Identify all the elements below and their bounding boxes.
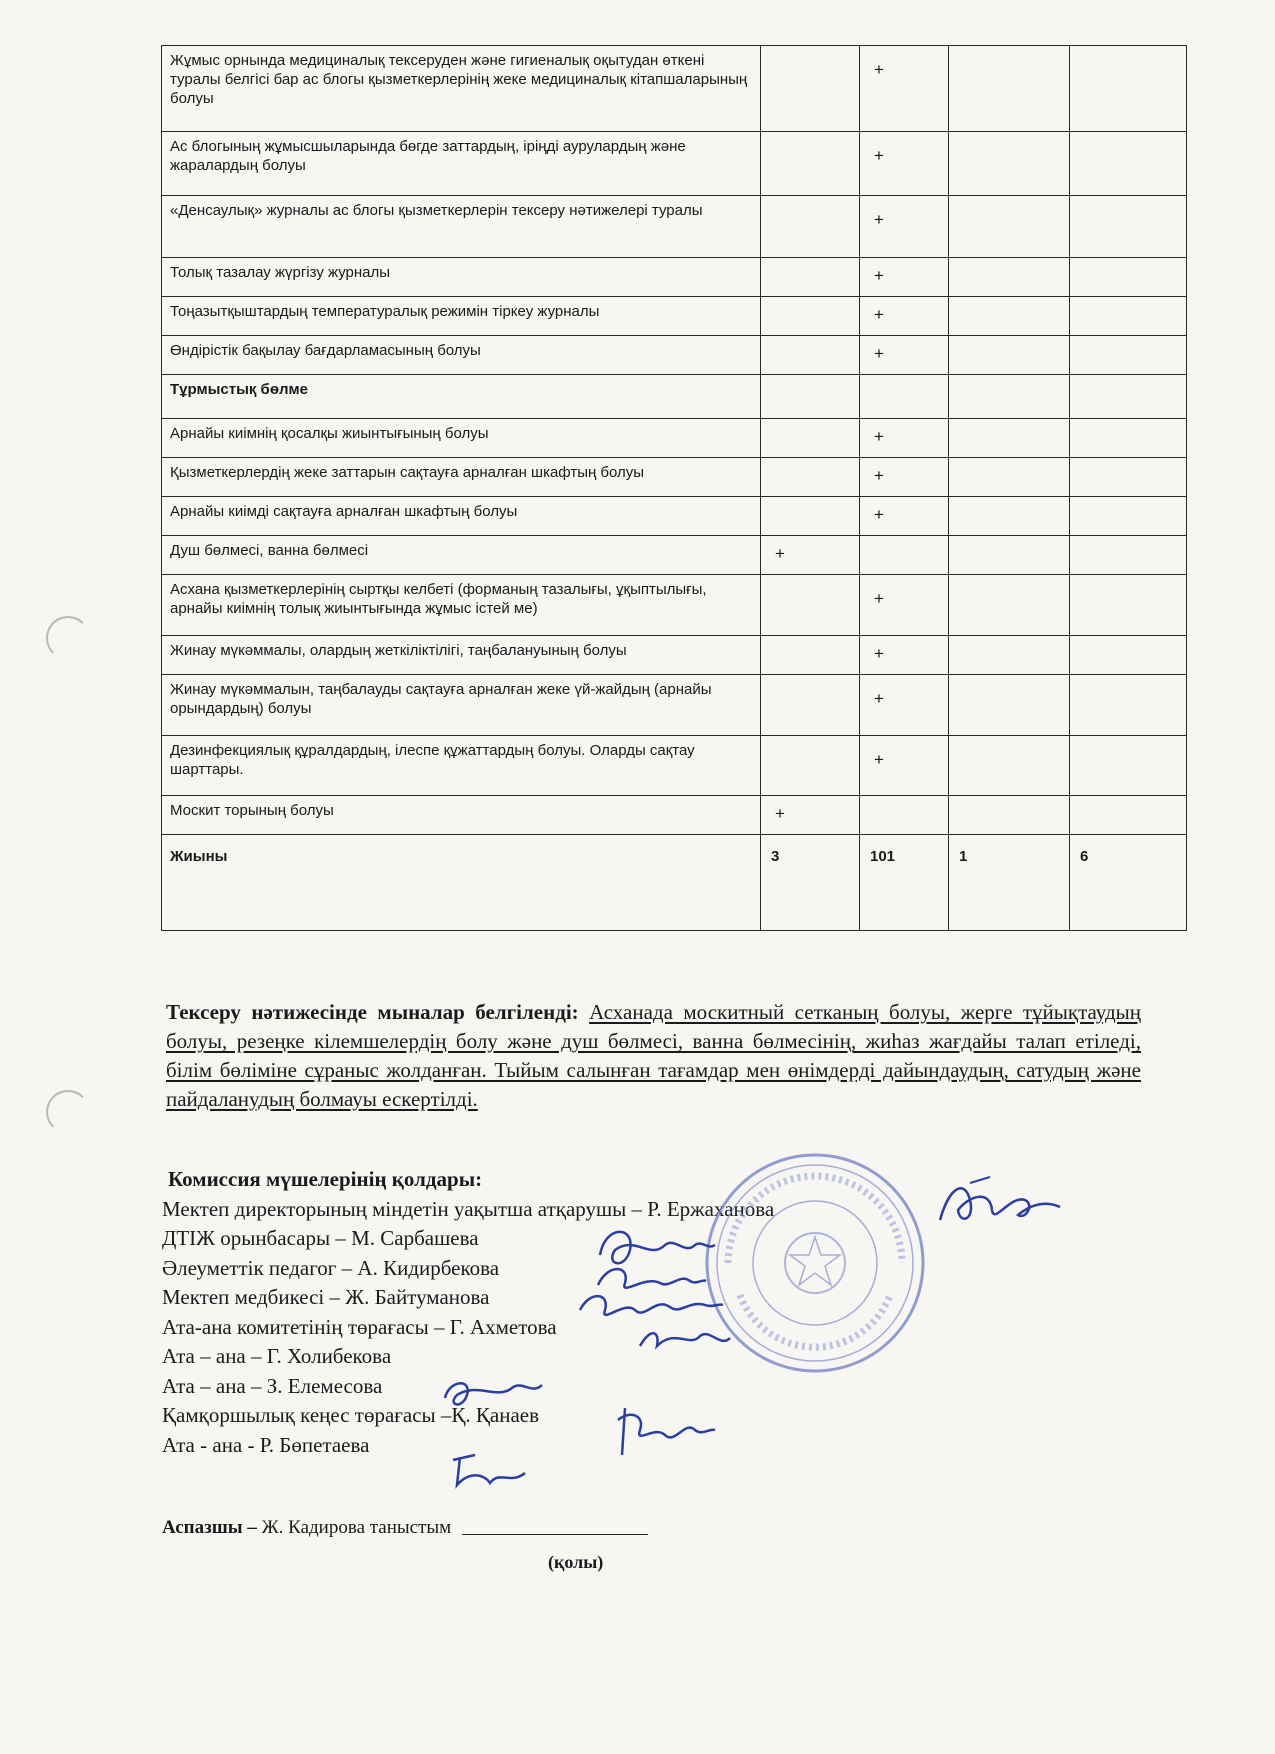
criterion-label: Ас блогының жұмысшыларында бөгде заттардың, іріңді аурулардың және жаралардың болуы xyxy=(162,132,761,196)
cook-name: Ж. Кадирова xyxy=(261,1517,366,1538)
commission-heading: Комиссия мүшелерінің қолдары: xyxy=(168,1167,483,1191)
checklist-table xyxy=(161,45,1187,931)
signature-icon xyxy=(437,1370,547,1415)
mark-cell: + xyxy=(860,497,949,536)
mark-cell xyxy=(860,375,949,419)
punch-hole xyxy=(46,616,90,660)
signature-line xyxy=(462,1534,648,1535)
mark-cell xyxy=(1070,575,1187,636)
mark-cell xyxy=(1070,736,1187,796)
commission-member: Ата-ана комитетінің төрағасы – Г. Ахметова xyxy=(162,1314,557,1339)
table-row xyxy=(162,419,1187,458)
mark-cell: + xyxy=(860,196,949,258)
total-row xyxy=(162,835,1187,931)
mark-cell xyxy=(761,297,860,336)
cook-ack: таныстым xyxy=(369,1517,452,1538)
table-row xyxy=(162,458,1187,497)
mark-cell: + xyxy=(860,258,949,297)
mark-cell xyxy=(761,375,860,419)
mark-cell xyxy=(761,736,860,796)
mark-cell xyxy=(1070,258,1187,297)
mark-cell xyxy=(761,258,860,297)
criterion-label: Өндірістік бақылау бағдарламасының болуы xyxy=(162,336,761,375)
mark-cell: + xyxy=(860,458,949,497)
commission-member: Әлеуметтік педагог – А. Кидирбекова xyxy=(162,1255,500,1280)
mark-cell xyxy=(949,536,1070,575)
mark-cell: + xyxy=(860,419,949,458)
criterion-label: Тоңазытқыштардың температуралық режимін тіркеу журналы xyxy=(162,297,761,336)
mark-cell xyxy=(949,258,1070,297)
mark-cell xyxy=(949,336,1070,375)
mark-cell xyxy=(1070,636,1187,675)
mark-cell xyxy=(761,675,860,736)
mark-cell xyxy=(949,132,1070,196)
mark-cell: + xyxy=(860,46,949,132)
signature-icon xyxy=(445,1445,535,1495)
mark-cell xyxy=(1070,375,1187,419)
criterion-label: Жинау мүкәммалы, олардың жеткіліктілігі, таңбалануының болуы xyxy=(162,636,761,675)
mark-cell xyxy=(1070,675,1187,736)
mark-cell xyxy=(1070,497,1187,536)
table-row xyxy=(162,196,1187,258)
criterion-label: Душ бөлмесі, ванна бөлмесі xyxy=(162,536,761,575)
commission-member: Мектеп медбикесі – Ж. Байтуманова xyxy=(162,1285,490,1309)
mark-cell: + xyxy=(860,675,949,736)
signature-icon xyxy=(635,1318,735,1363)
mark-cell xyxy=(1070,46,1187,132)
punch-hole xyxy=(46,1090,90,1134)
result-lead: Тексеру нәтижесінде мыналар белгіленді: xyxy=(166,1000,579,1024)
mark-cell xyxy=(1070,336,1187,375)
mark-cell xyxy=(949,196,1070,258)
mark-cell xyxy=(949,796,1070,835)
mark-cell xyxy=(860,536,949,575)
mark-cell xyxy=(1070,132,1187,196)
signature-icon xyxy=(930,1165,1070,1245)
mark-cell xyxy=(1070,419,1187,458)
criterion-label: Тұрмыстық бөлме xyxy=(162,375,761,419)
mark-cell xyxy=(761,636,860,675)
criterion-label: Жинау мүкәммалын, таңбалауды сақтауға арналған жеке үй-жайдың (арнайы орындардың) болуы xyxy=(162,675,761,736)
table-row xyxy=(162,536,1187,575)
table-row xyxy=(162,675,1187,736)
cook-role: Аспазшы – xyxy=(162,1517,257,1538)
mark-cell xyxy=(761,196,860,258)
criterion-label: Арнайы киімді сақтауға арналған шкафтың болуы xyxy=(162,497,761,536)
result-body: Асханада москитный сетканың болуы, жерге тұйықтаудың болуы, резеңке кілемшелердің болу және душ бөлмесі, ванна бөлмесінің, жиһаз жағдайы талап етіледі, білім бөліміне сұраныс жолданған. Тыйым салынған тағамдар мен өнімдерді дайындаудың, сатудың және пайдаланудың болмауы ескертілді. xyxy=(166,1000,1142,1111)
table-row xyxy=(162,336,1187,375)
table-row xyxy=(162,736,1187,796)
table-row xyxy=(162,497,1187,536)
mark-cell xyxy=(860,796,949,835)
criterion-label: Толық тазалау жүргізу журналы xyxy=(162,258,761,297)
commission-member: Қамқоршылық кеңес төрағасы –Қ. Қанаев xyxy=(162,1403,540,1427)
inspection-result xyxy=(166,998,1141,1114)
table-row xyxy=(162,375,1187,419)
mark-cell xyxy=(1070,796,1187,835)
mark-cell xyxy=(949,46,1070,132)
mark-cell: + xyxy=(860,297,949,336)
commission-member: ДТІЖ орынбасары – М. Сарбашева xyxy=(162,1226,479,1250)
mark-cell xyxy=(949,675,1070,736)
mark-cell xyxy=(949,636,1070,675)
mark-cell xyxy=(1070,458,1187,497)
commission-member: Ата – ана – З. Елемесова xyxy=(162,1373,383,1398)
mark-cell: + xyxy=(761,796,860,835)
mark-cell xyxy=(1070,536,1187,575)
mark-cell xyxy=(949,497,1070,536)
mark-cell xyxy=(761,419,860,458)
mark-cell: + xyxy=(860,132,949,196)
criterion-label: «Денсаулық» журналы ас блогы қызметкерлерін тексеру нәтижелері туралы xyxy=(162,196,761,258)
mark-cell xyxy=(761,132,860,196)
mark-cell: + xyxy=(860,636,949,675)
criterion-label: Арнайы киімнің қосалқы жиынтығының болуы xyxy=(162,419,761,458)
signature-icon xyxy=(610,1400,720,1460)
mark-cell xyxy=(761,46,860,132)
criterion-label: Жұмыс орнында медициналық тексеруден және гигиеналық оқытудан өткені туралы белгісі бар ас блогы қызметкерлерінің жеке медициналық кітапшаларының болуы xyxy=(162,46,761,132)
signature-caption: (қолы) xyxy=(548,1552,604,1572)
total-value: 101 xyxy=(860,835,949,931)
mark-cell xyxy=(949,736,1070,796)
total-value: 6 xyxy=(1070,835,1187,931)
total-label: Жиыны xyxy=(162,835,761,931)
table-row xyxy=(162,636,1187,675)
mark-cell xyxy=(761,575,860,636)
criterion-label: Дезинфекциялық құралдардың, ілеспе құжаттардың болуы. Оларды сақтау шарттары. xyxy=(162,736,761,796)
commission-member: Мектеп директорының міндетін уақытша атқарушы – Р. Ержаханова xyxy=(162,1196,775,1221)
mark-cell xyxy=(761,336,860,375)
mark-cell xyxy=(1070,297,1187,336)
commission-member: Ата - ана - Р. Бөпетаева xyxy=(162,1432,370,1457)
cook-acknowledgement xyxy=(162,1517,648,1539)
mark-cell xyxy=(949,575,1070,636)
table-row xyxy=(162,258,1187,297)
mark-cell: + xyxy=(860,336,949,375)
table-row xyxy=(162,575,1187,636)
table-row xyxy=(162,297,1187,336)
mark-cell xyxy=(949,375,1070,419)
mark-cell xyxy=(949,458,1070,497)
criterion-label: Асхана қызметкерлерінің сыртқы келбеті (форманың тазалығы, ұқыптылығы, арнайы киімнің толық жиынтығында жұмыс істей ме) xyxy=(162,575,761,636)
mark-cell: + xyxy=(860,736,949,796)
table-row xyxy=(162,796,1187,835)
total-value: 3 xyxy=(761,835,860,931)
mark-cell xyxy=(1070,196,1187,258)
mark-cell xyxy=(761,458,860,497)
mark-cell: + xyxy=(761,536,860,575)
total-value: 1 xyxy=(949,835,1070,931)
mark-cell xyxy=(949,297,1070,336)
table-row xyxy=(162,46,1187,132)
criterion-label: Москит торының болуы xyxy=(162,796,761,835)
commission-member: Ата – ана – Г. Холибекова xyxy=(162,1344,392,1368)
table-row xyxy=(162,132,1187,196)
mark-cell xyxy=(949,419,1070,458)
criterion-label: Қызметкерлердің жеке заттарын сақтауға арналған шкафтың болуы xyxy=(162,458,761,497)
mark-cell: + xyxy=(860,575,949,636)
mark-cell xyxy=(761,497,860,536)
